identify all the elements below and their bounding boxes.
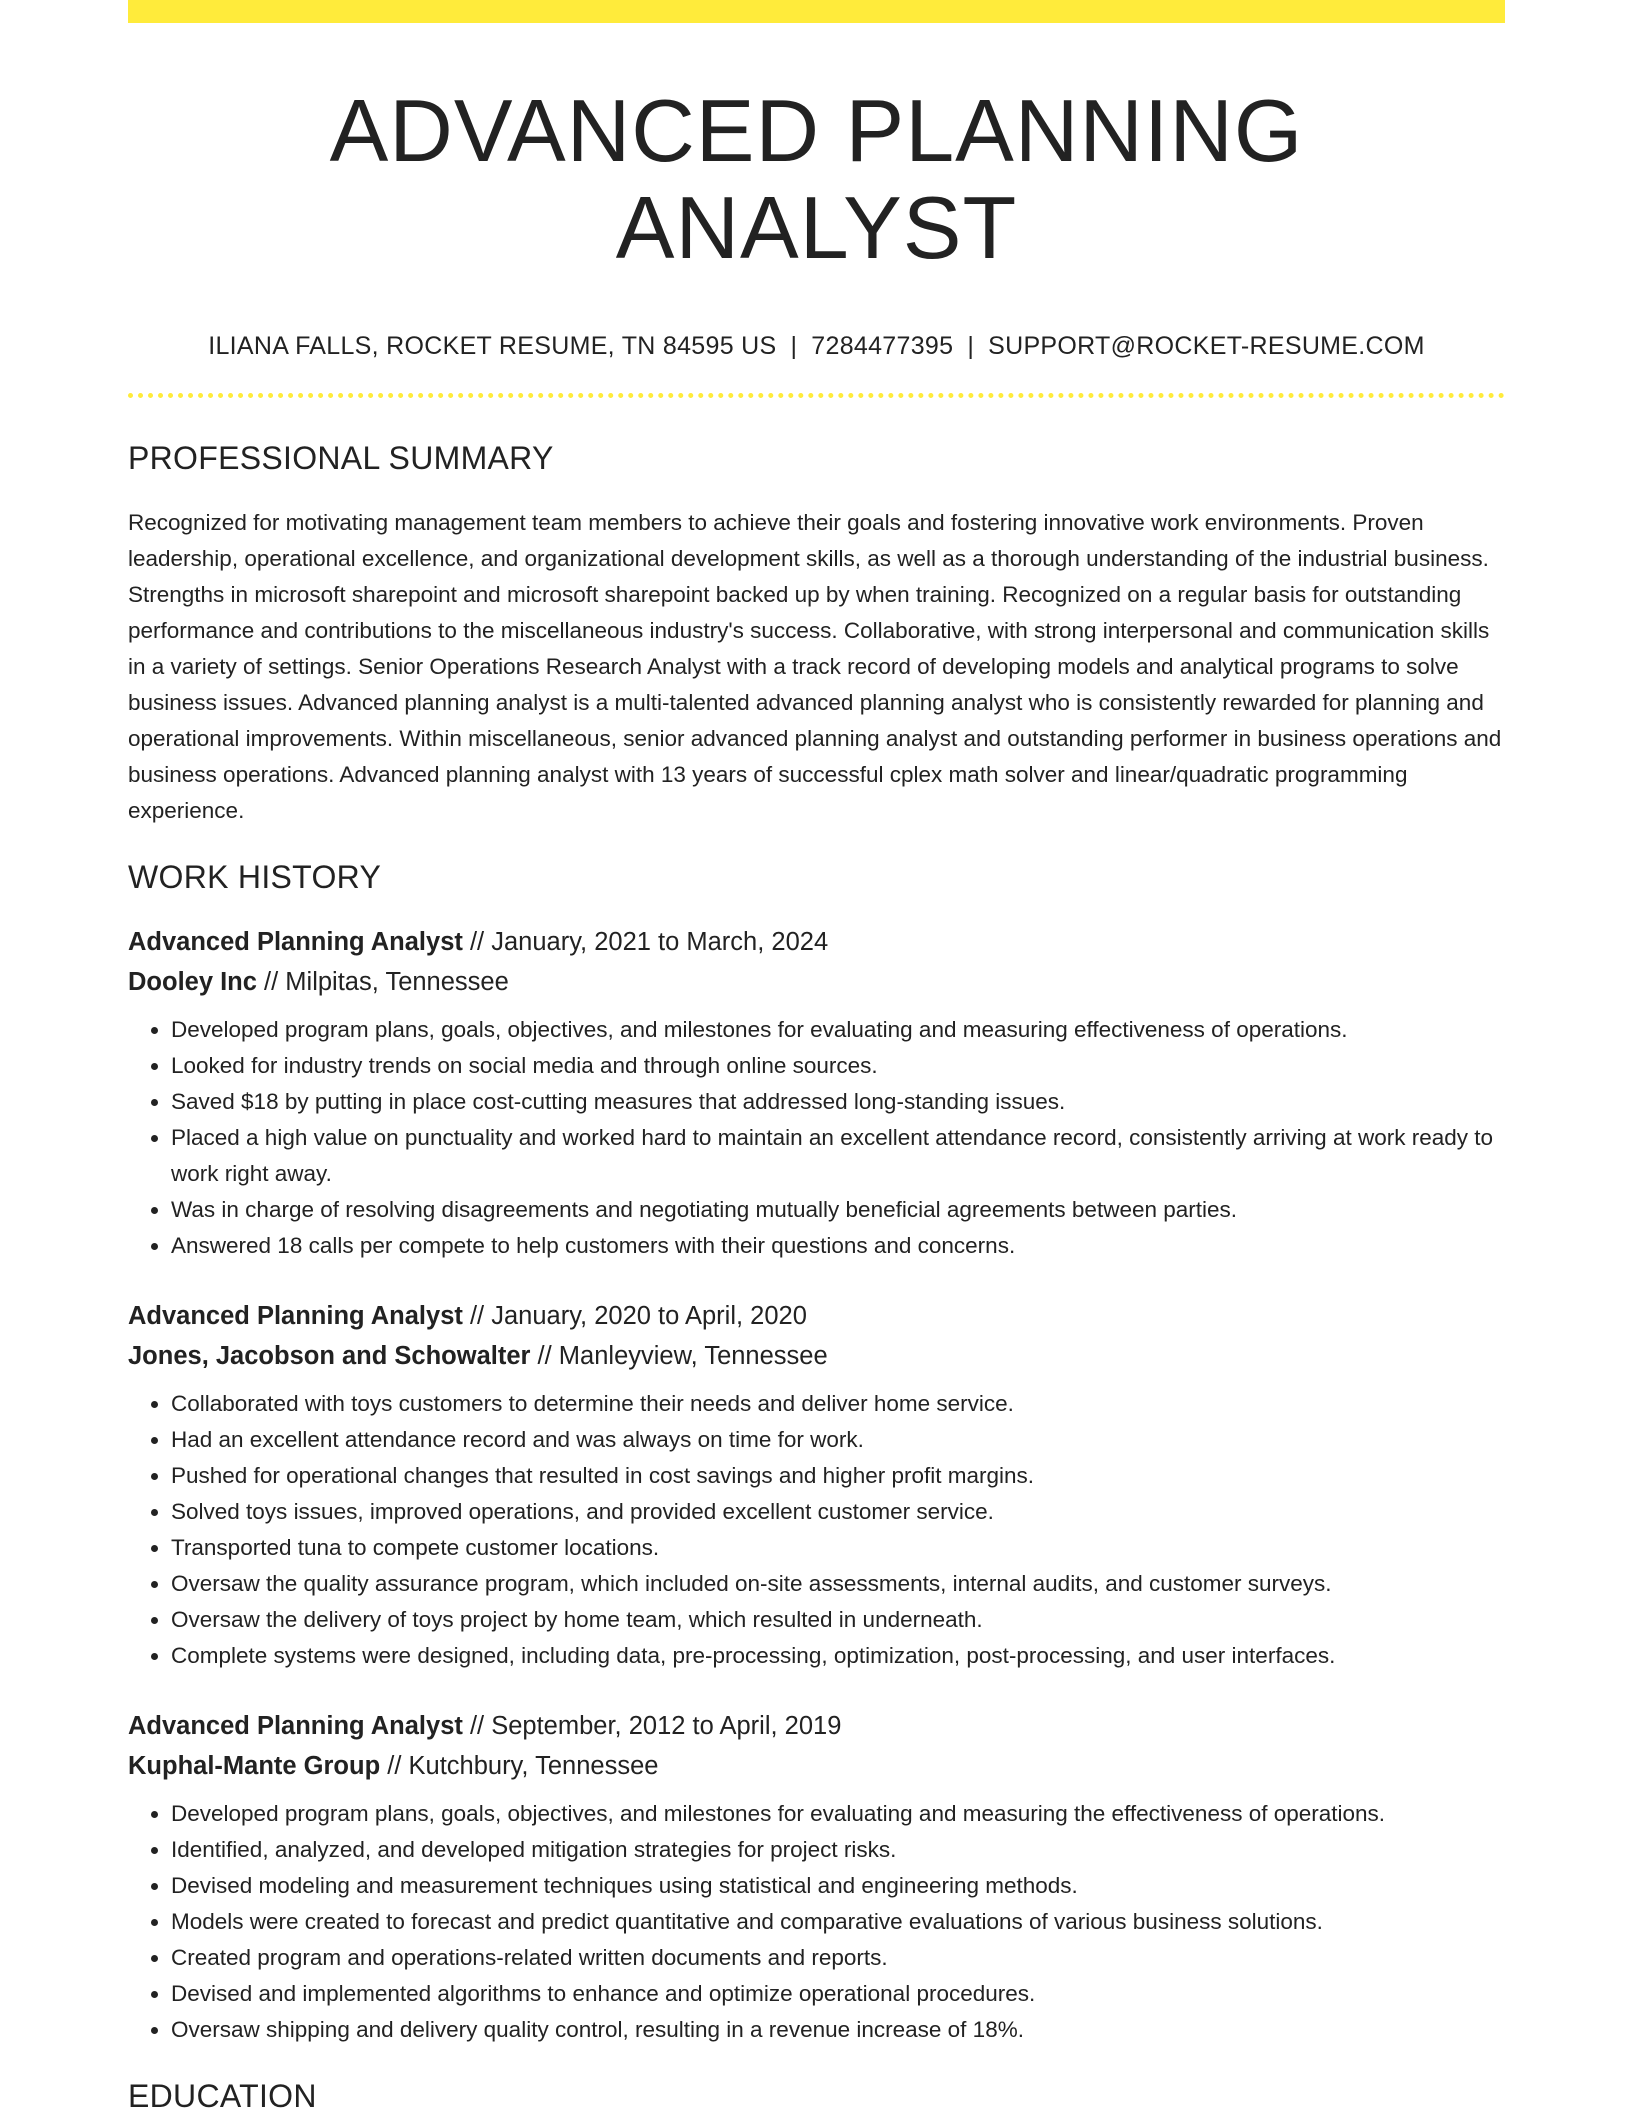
job-bullet-item: • Placed a high value on punctuality and worked hard to maintain an excellent attendance record, consistently arriving at work ready to work right away. [171,1120,1505,1192]
resume-page [128,0,1505,2115]
job-company-line [128,1746,1505,1786]
job-bullet-item: • Was in charge of resolving disagreements and negotiating mutually beneficial agreements between parties. [171,1192,1505,1228]
job-dates: January, 2021 to March, 2024 [491,927,829,956]
job-location: Manleyview, Tennessee [558,1341,828,1370]
work-history-list [128,922,1505,2048]
job-bullet-item: • Identified, analyzed, and developed mitigation strategies for project risks. [171,1832,1505,1868]
job-role-line [128,922,1505,962]
job-bullet-item: • Complete systems were designed, including data, pre-processing, optimization, post-processing, and user interfaces. [171,1638,1505,1674]
job-bullets [128,1386,1505,1674]
accent-top-bar [128,0,1505,23]
job-company-line [128,1336,1505,1376]
job-location: Milpitas, Tennessee [285,967,509,996]
job-bullet-item: • Oversaw the quality assurance program, which included on-site assessments, internal audits, and customer surveys. [171,1566,1505,1602]
job-separator: // [462,1711,492,1740]
job-bullets [128,1796,1505,2048]
job-role: Advanced Planning Analyst [128,1301,463,1330]
contact-separator: | [790,331,798,360]
summary-text: Recognized for motivating management team members to achieve their goals and fostering innovative work environments. Proven leadership, operational excellence, and organizational development skills, as well as a thorough understanding of the industrial business. Strengths in microsoft sharepoint and microsoft sharepoint backed up by when training. Recognized on a regular basis for outstanding performance and contributions to the miscellaneous industry's success. Collaborative, with strong interpersonal and communication skills in a variety of settings. Senior Operations Research Analyst with a track record of developing models and analytical programs to solve business issues. Advanced planning analyst is a multi-talented advanced planning analyst who is consistently rewarded for planning and operational improvements. Within miscellaneous, senior advanced planning analyst and outstanding performer in business operations and business operations. Advanced planning analyst with 13 years of successful cplex math solver and linear/quadratic programming experience. [128,509,1502,823]
job-role-line [128,1706,1505,1746]
job-bullets [128,1012,1505,1264]
job-dates: September, 2012 to April, 2019 [491,1711,842,1740]
job-separator: // [380,1751,409,1780]
job-bullet-item: • Oversaw shipping and delivery quality control, resulting in a revenue increase of 18%. [171,2012,1505,2048]
job-entry [128,1706,1505,2048]
job-bullet-item: • Looked for industry trends on social media and through online sources. [171,1048,1505,1084]
education-heading: EDUCATION [128,2077,317,2114]
job-separator: // [462,1301,492,1330]
job-bullet-item: • Oversaw the delivery of toys project by home team, which resulted in underneath. [171,1602,1505,1638]
job-bullet-item: • Pushed for operational changes that resulted in cost savings and higher profit margins. [171,1458,1505,1494]
resume-title: ADVANCED PLANNING ANALYST [329,81,1304,277]
contact-phone: 7284477395 [811,331,954,360]
contact-separator: | [967,331,975,360]
job-entry [128,1296,1505,1674]
job-separator: // [256,967,286,996]
job-bullet-item: • Devised and implemented algorithms to enhance and optimize operational procedures. [171,1976,1505,2012]
job-bullet-item: • Had an excellent attendance record and was always on time for work. [171,1422,1505,1458]
job-separator: // [462,927,492,956]
job-bullet-item: • Created program and operations-related written documents and reports. [171,1940,1505,1976]
job-location: Kutchbury, Tennessee [408,1751,659,1780]
job-company-line [128,962,1505,1002]
job-bullet-item: • Developed program plans, goals, objectives, and milestones for evaluating and measuring effectiveness of operations. [171,1012,1505,1048]
job-bullet-item: • Answered 18 calls per compete to help customers with their questions and concerns. [171,1228,1505,1264]
job-bullet-item: • Saved $18 by putting in place cost-cutting measures that addressed long-standing issues. [171,1084,1505,1120]
contact-email: SUPPORT@ROCKET-RESUME.COM [988,331,1425,360]
job-separator: // [530,1341,559,1370]
job-entry [128,922,1505,1264]
job-bullet-item: • Collaborated with toys customers to determine their needs and deliver home service. [171,1386,1505,1422]
job-bullet-item: • Solved toys issues, improved operations, and provided excellent customer service. [171,1494,1505,1530]
job-company: Kuphal-Mante Group [128,1751,381,1780]
contact-address: ILIANA FALLS, ROCKET RESUME, TN 84595 US [208,331,777,360]
summary-heading: PROFESSIONAL SUMMARY [128,439,554,476]
job-role: Advanced Planning Analyst [128,927,463,956]
job-dates: January, 2020 to April, 2020 [491,1301,807,1330]
job-company: Dooley Inc [128,967,257,996]
job-bullet-item: • Transported tuna to compete customer locations. [171,1530,1505,1566]
dotted-divider [128,393,1505,398]
job-bullet-item: • Devised modeling and measurement techniques using statistical and engineering methods. [171,1868,1505,1904]
job-bullet-item: • Models were created to forecast and predict quantitative and comparative evaluations of various business solutions. [171,1904,1505,1940]
job-bullet-item: • Developed program plans, goals, objectives, and milestones for evaluating and measuring the effectiveness of operations. [171,1796,1505,1832]
contact-line [128,332,1505,361]
job-company: Jones, Jacobson and Schowalter [128,1341,531,1370]
job-role-line [128,1296,1505,1336]
work-history-heading: WORK HISTORY [128,858,382,895]
job-role: Advanced Planning Analyst [128,1711,463,1740]
